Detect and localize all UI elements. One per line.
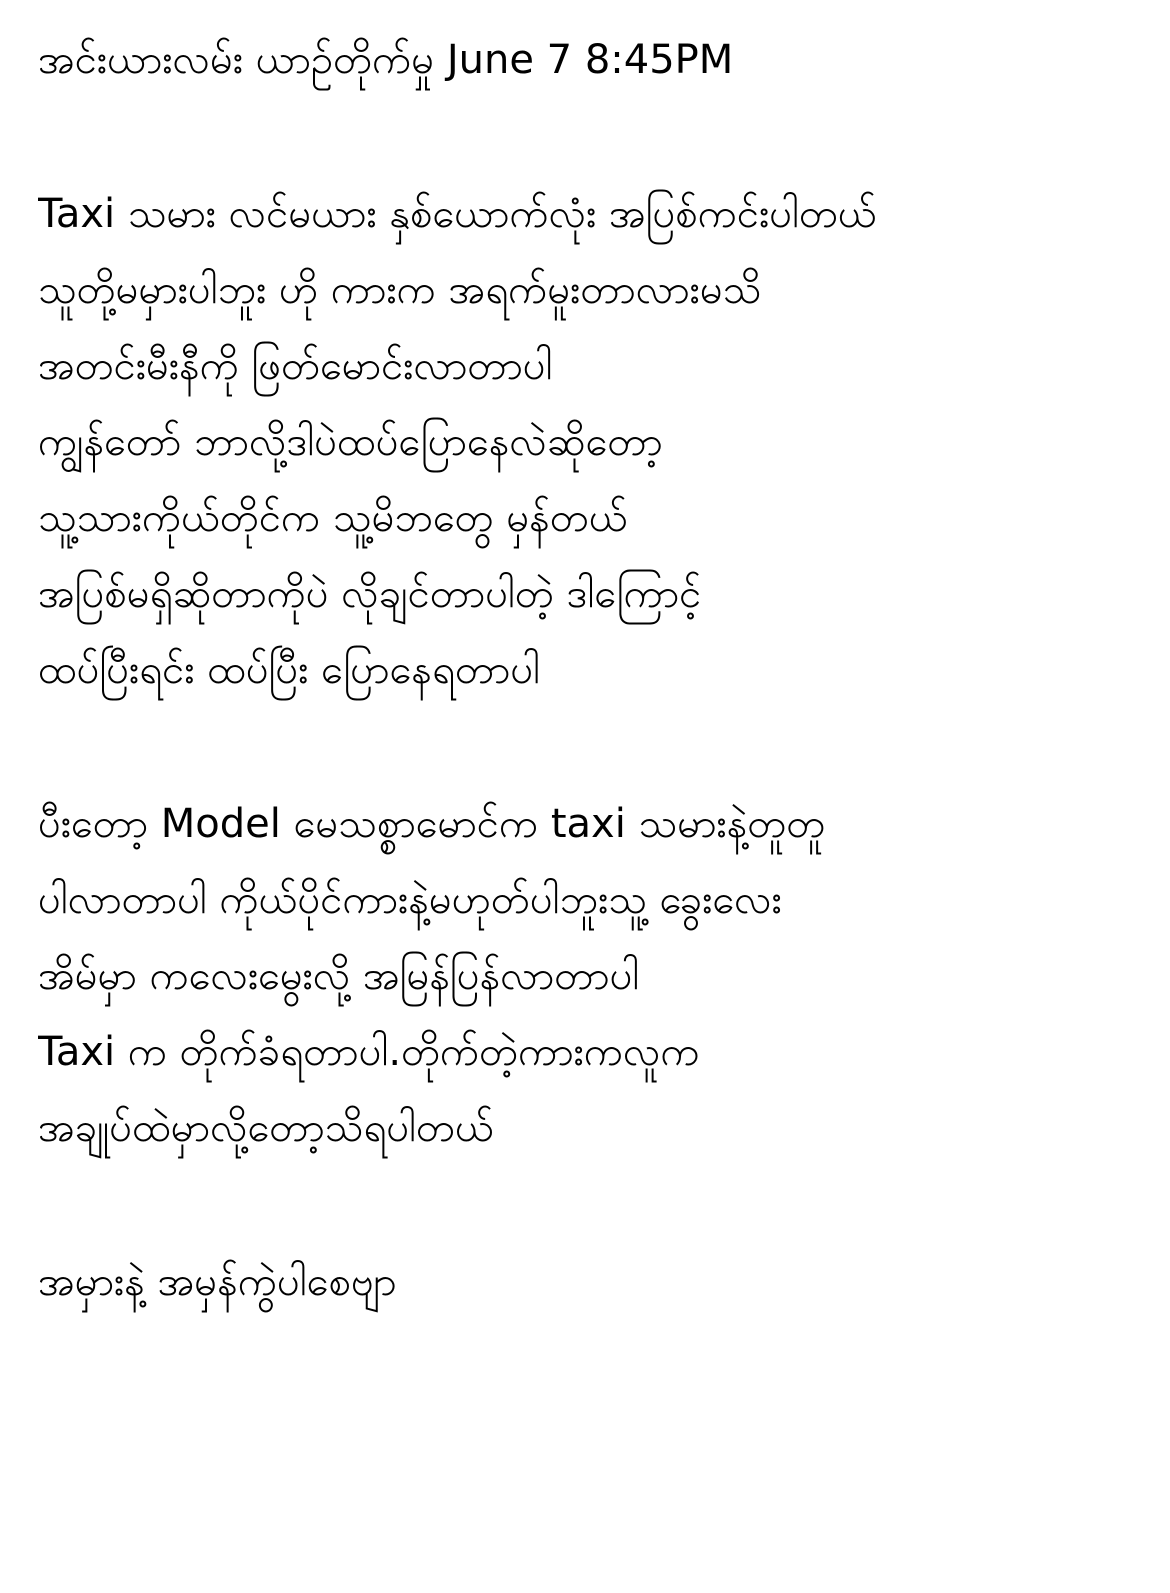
- text-line: ထပ်ပြီးရင်း ထပ်ပြီး ပြောနေရတာပါ: [38, 647, 541, 693]
- note-header: အင်းယားလမ်း ယာဉ်တိုက်မှု June 7 8:45PM: [38, 37, 734, 83]
- closing-line: အမှားနဲ့ အမှန်ကွဲပါစေဗျာ: [38, 1259, 397, 1305]
- text-line: သူ့သားကိုယ်တိုင်က သူ့မိဘတွေ မှန်တယ်: [38, 495, 628, 541]
- paragraph-spacer: [38, 98, 1148, 176]
- text-line: Taxi က တိုက်ခံရတာပါ.တိုက်တဲ့ကားကလူက: [38, 1029, 700, 1075]
- text-line: အပြစ်မရှိဆိုတာကိုပဲ လိုချင်တာပါတဲ့ ဒါကြောင့်: [38, 571, 702, 617]
- text-line: ပီးတော့ Model မေသစ္စာမောင်က taxi သမားနဲ့တူတူ: [38, 801, 826, 847]
- paragraph-2: [38, 786, 1148, 1166]
- paragraph-spacer: [38, 708, 1148, 786]
- text-line: ပါလာတာပါ ကိုယ်ပိုင်ကားနဲ့မဟုတ်ပါဘူးသူ့ ခွေးလေး: [38, 877, 782, 923]
- paragraph-1: [38, 176, 1148, 708]
- note-body: [38, 0, 1148, 1320]
- text-line: အတင်းမီးနီကို ဖြတ်မောင်းလာတာပါ: [38, 343, 553, 389]
- text-line: အချုပ်ထဲမှာလို့တော့သိရပါတယ်: [38, 1105, 494, 1151]
- text-line: သူတို့မမှားပါဘူး ဟို ကားက အရက်မူးတာလားမသိ: [38, 267, 762, 313]
- text-line: Taxi သမား လင်မယား နှစ်ယောက်လုံး အပြစ်ကင်းပါတယ်: [38, 191, 877, 237]
- paragraph-spacer: [38, 1166, 1148, 1244]
- text-line: အိမ်မှာ ကလေးမွေးလို့ အမြန်ပြန်လာတာပါ: [38, 953, 640, 999]
- text-line: ကျွန်တော် ဘာလို့ဒါပဲထပ်ပြောနေလဲဆိုတော့: [38, 419, 663, 465]
